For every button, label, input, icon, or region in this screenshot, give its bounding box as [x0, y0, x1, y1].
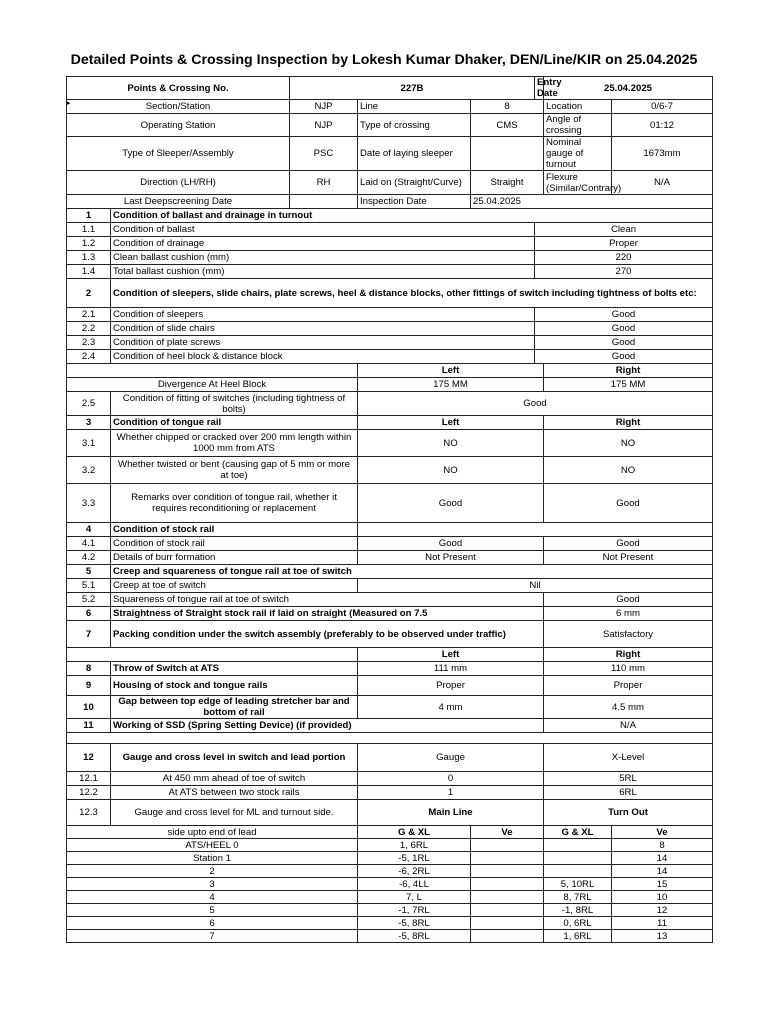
table-cell: Proper	[358, 676, 544, 696]
table-cell: -6, 4LL	[358, 878, 471, 891]
table-cell: -5, 8RL	[358, 930, 471, 943]
table-row	[67, 648, 713, 662]
table-cell: 9	[67, 676, 111, 696]
table-cell	[544, 852, 612, 865]
table-cell: Good	[535, 308, 713, 322]
table-row	[67, 137, 713, 171]
table-cell: Ve	[612, 826, 713, 839]
table-cell: Creep and squareness of tongue rail at toe of switch	[111, 565, 713, 579]
table-row	[67, 237, 713, 251]
table-cell: Gauge and cross level in switch and lead portion	[111, 744, 358, 772]
table-cell: N/A	[544, 719, 713, 733]
table-row	[67, 733, 713, 744]
table-row	[67, 786, 713, 800]
table-cell: Good	[358, 537, 544, 551]
table-cell: Condition of stock rail	[111, 537, 358, 551]
table-cell: Operating Station	[67, 114, 290, 137]
table-cell: Station 1	[67, 852, 358, 865]
table-cell: Condition of stock rail	[111, 523, 358, 537]
table-row	[67, 279, 713, 308]
table-cell: -1, 8RL	[544, 904, 612, 917]
table-cell	[471, 839, 544, 852]
table-cell: Section/Station	[67, 100, 290, 114]
table-cell: Condition of slide chairs	[111, 322, 535, 336]
table-cell: 5.1	[67, 579, 111, 593]
table-row	[67, 551, 713, 565]
table-cell: Flexure (Similar/Contrary)	[544, 171, 612, 195]
table-cell: At 450 mm ahead of toe of switch	[111, 772, 358, 786]
table-row	[67, 171, 713, 195]
table-cell: 12	[67, 744, 111, 772]
table-cell: 220	[535, 251, 713, 265]
table-cell: 8	[471, 100, 544, 114]
table-cell: 8	[67, 662, 111, 676]
table-cell: 4	[67, 891, 358, 904]
table-cell: Condition of sleepers	[111, 308, 535, 322]
table-row	[67, 223, 713, 237]
table-row	[67, 800, 713, 826]
table-row	[67, 457, 713, 484]
table-cell: Good	[358, 392, 713, 416]
table-cell: Condition of ballast and drainage in turnout	[111, 209, 713, 223]
table-row	[67, 322, 713, 336]
table-cell	[544, 865, 612, 878]
table-cell: Laid on (Straight/Curve)	[358, 171, 471, 195]
table-row	[67, 308, 713, 322]
table-cell: 8, 7RL	[544, 891, 612, 904]
table-row	[67, 904, 713, 917]
table-cell: Turn Out	[544, 800, 713, 826]
inspection-table-body	[67, 77, 713, 943]
table-cell	[471, 593, 544, 607]
table-row	[67, 350, 713, 364]
table-cell: 0/6-7	[612, 100, 713, 114]
table-cell: CMS	[471, 114, 544, 137]
table-cell: Condition of heel block & distance block	[111, 350, 535, 364]
table-cell: Good	[535, 336, 713, 350]
table-cell: 1, 6RL	[358, 839, 471, 852]
table-cell: Angle of crossing	[544, 114, 612, 137]
table-cell: Straightness of Straight stock rail if laid on straight (Measured on 7.5	[111, 607, 544, 621]
table-row	[67, 100, 713, 114]
table-cell: Proper	[544, 676, 713, 696]
table-cell: NJP	[290, 100, 358, 114]
table-cell: Proper	[535, 237, 713, 251]
table-cell: Right	[544, 648, 713, 662]
table-cell: Good	[544, 484, 713, 523]
table-cell: 4	[67, 523, 111, 537]
table-cell: Working of SSD (Spring Setting Device) (if provided)	[111, 719, 544, 733]
table-cell: Details of burr formation	[111, 551, 358, 565]
table-cell: Good	[544, 537, 713, 551]
table-row	[67, 878, 713, 891]
table-row	[67, 852, 713, 865]
table-cell: 227B	[290, 77, 535, 100]
table-cell: Condition of drainage	[111, 237, 535, 251]
table-row	[67, 891, 713, 904]
table-cell: Gap between top edge of leading stretcher bar and bottom of rail	[111, 696, 358, 719]
table-cell: Gauge	[358, 744, 544, 772]
table-row	[67, 826, 713, 839]
table-row	[67, 537, 713, 551]
table-cell: Location	[544, 100, 612, 114]
table-cell	[67, 648, 358, 662]
table-cell: Last Deepscreening Date	[67, 195, 290, 209]
table-cell: 11	[67, 719, 111, 733]
table-cell: 12	[612, 904, 713, 917]
table-cell: RH	[290, 171, 358, 195]
table-row	[67, 676, 713, 696]
table-cell: 2.3	[67, 336, 111, 350]
table-row	[67, 579, 713, 593]
table-cell: 6	[67, 607, 111, 621]
table-row	[67, 77, 713, 100]
table-cell: 2.1	[67, 308, 111, 322]
table-cell: Remarks over condition of tongue rail, whether it requires reconditioning or replacement	[111, 484, 358, 523]
table-row	[67, 696, 713, 719]
table-cell: Straight	[471, 171, 544, 195]
table-cell: NO	[544, 457, 713, 484]
table-row	[67, 195, 713, 209]
table-cell: 4.1	[67, 537, 111, 551]
table-cell: 3	[67, 878, 358, 891]
table-cell: 25.04.2025	[471, 195, 713, 209]
table-cell: Divergence At Heel Block	[67, 378, 358, 392]
table-cell: 3	[67, 416, 111, 430]
table-cell: 3.1	[67, 430, 111, 457]
table-cell	[471, 852, 544, 865]
table-cell: Type of Sleeper/Assembly	[67, 137, 290, 171]
table-cell: 25.04.2025	[544, 77, 713, 100]
table-cell: NO	[358, 457, 544, 484]
table-row	[67, 251, 713, 265]
table-cell: Line	[358, 100, 471, 114]
table-row	[67, 607, 713, 621]
table-cell: 2	[67, 279, 111, 308]
table-row	[67, 392, 713, 416]
table-cell: Points & Crossing No.	[67, 77, 290, 100]
table-cell: 1.4	[67, 265, 111, 279]
table-cell: Nominal gauge of turnout	[544, 137, 612, 171]
table-cell: 4 mm	[358, 696, 544, 719]
table-row	[67, 744, 713, 772]
table-cell: Condition of tongue rail	[111, 416, 358, 430]
table-cell: Not Present	[358, 551, 544, 565]
table-row	[67, 430, 713, 457]
table-cell: Condition of sleepers, slide chairs, plate screws, heel & distance blocks, other fittings of switch including tightness of bolts etc:	[111, 279, 713, 308]
table-row	[67, 265, 713, 279]
table-cell: 12.1	[67, 772, 111, 786]
table-cell: Whether twisted or bent (causing gap of 5 mm or more at toe)	[111, 457, 358, 484]
table-cell: Squareness of tongue rail at toe of switch	[111, 593, 471, 607]
table-cell: 1673mm	[612, 137, 713, 171]
table-cell: 5.2	[67, 593, 111, 607]
table-cell: NJP	[290, 114, 358, 137]
table-cell: 111 mm	[358, 662, 544, 676]
table-cell: Right	[544, 416, 713, 430]
table-cell: 15	[612, 878, 713, 891]
table-cell: 10	[612, 891, 713, 904]
table-cell: G & XL	[544, 826, 612, 839]
table-cell: X-Level	[544, 744, 713, 772]
table-cell: 270	[535, 265, 713, 279]
table-cell: Inspection Date	[358, 195, 471, 209]
table-cell: 2	[67, 865, 358, 878]
table-cell: 10	[67, 696, 111, 719]
table-cell: 110 mm	[544, 662, 713, 676]
table-row	[67, 523, 713, 537]
table-cell: Good	[544, 593, 713, 607]
table-cell: Main Line	[358, 800, 544, 826]
table-cell: Gauge and cross level for ML and turnout side.	[111, 800, 358, 826]
table-cell: G & XL	[358, 826, 471, 839]
table-cell: NO	[544, 430, 713, 457]
table-cell: Nil	[358, 579, 713, 593]
table-cell: Good	[358, 484, 544, 523]
table-cell: 2.5	[67, 392, 111, 416]
table-row	[67, 621, 713, 648]
table-cell: Date of laying sleeper	[358, 137, 471, 171]
table-cell: Condition of ballast	[111, 223, 535, 237]
table-cell: -6, 2RL	[358, 865, 471, 878]
table-cell: At ATS between two stock rails	[111, 786, 358, 800]
table-cell: NO	[358, 430, 544, 457]
table-cell: 11	[612, 917, 713, 930]
table-cell: 1, 6RL	[544, 930, 612, 943]
table-cell: Type of crossing	[358, 114, 471, 137]
table-cell: 6	[67, 917, 358, 930]
table-row	[67, 209, 713, 223]
table-cell: 4.5 mm	[544, 696, 713, 719]
table-cell	[471, 904, 544, 917]
table-cell: 5	[67, 565, 111, 579]
table-cell: 6 mm	[544, 607, 713, 621]
table-cell: Good	[535, 350, 713, 364]
table-cell: 0	[358, 772, 544, 786]
table-row	[67, 364, 713, 378]
table-cell: 5RL	[544, 772, 713, 786]
table-cell: -5, 8RL	[358, 917, 471, 930]
table-cell: PSC	[290, 137, 358, 171]
table-cell: Creep at toe of switch	[111, 579, 358, 593]
table-cell: 12.2	[67, 786, 111, 800]
table-cell: 7	[67, 621, 111, 648]
table-cell: Housing of stock and tongue rails	[111, 676, 358, 696]
table-cell: Throw of Switch at ATS	[111, 662, 358, 676]
table-row	[67, 930, 713, 943]
table-cell: 6RL	[544, 786, 713, 800]
table-row	[67, 917, 713, 930]
table-cell: 5, 10RL	[544, 878, 612, 891]
table-cell: 1.3	[67, 251, 111, 265]
table-cell: Satisfactory	[544, 621, 713, 648]
table-cell: 7, L	[358, 891, 471, 904]
table-cell: Left	[358, 364, 544, 378]
table-cell: Right	[544, 364, 713, 378]
table-cell: -1, 7RL	[358, 904, 471, 917]
table-cell: 175 MM	[544, 378, 713, 392]
table-cell: Clean ballast cushion (mm)	[111, 251, 535, 265]
table-cell: Left	[358, 648, 544, 662]
table-cell: 1.2	[67, 237, 111, 251]
table-cell: Direction (LH/RH)	[67, 171, 290, 195]
table-cell: Good	[535, 322, 713, 336]
table-cell	[471, 137, 544, 171]
table-cell: 14	[612, 865, 713, 878]
table-cell: Clean	[535, 223, 713, 237]
table-row	[67, 772, 713, 786]
table-row	[67, 865, 713, 878]
table-row	[67, 839, 713, 852]
table-cell: side upto end of lead	[67, 826, 358, 839]
table-cell: Ve	[471, 826, 544, 839]
table-row	[67, 416, 713, 430]
table-cell: ATS/HEEL 0	[67, 839, 358, 852]
table-row	[67, 378, 713, 392]
table-cell: 1	[67, 209, 111, 223]
table-cell: N/A	[612, 171, 713, 195]
table-cell	[290, 195, 358, 209]
table-cell: -5, 1RL	[358, 852, 471, 865]
table-cell: 12.3	[67, 800, 111, 826]
table-cell: 175 MM	[358, 378, 544, 392]
table-cell: 3.3	[67, 484, 111, 523]
table-cell: 14	[612, 852, 713, 865]
table-cell: 01:12	[612, 114, 713, 137]
table-cell: 7	[67, 930, 358, 943]
table-row	[67, 719, 713, 733]
table-row	[67, 114, 713, 137]
table-cell: 4.2	[67, 551, 111, 565]
table-cell: Entry Date	[535, 77, 544, 100]
table-cell	[471, 865, 544, 878]
document-title: Detailed Points & Crossing Inspection by Lokesh Kumar Dhaker, DEN/Line/KIR on 25.04.2025	[70, 52, 698, 68]
table-cell: Not Present	[544, 551, 713, 565]
table-cell	[471, 930, 544, 943]
table-cell: Left	[358, 416, 544, 430]
table-cell	[471, 878, 544, 891]
table-cell	[471, 891, 544, 904]
table-cell: Whether chipped or cracked over 200 mm length within 1000 mm from ATS	[111, 430, 358, 457]
table-cell: 8	[612, 839, 713, 852]
table-cell: 2.4	[67, 350, 111, 364]
table-cell	[67, 364, 358, 378]
table-row	[67, 593, 713, 607]
table-cell: Packing condition under the switch assembly (preferably to be observed under traffic)	[111, 621, 544, 648]
inspection-table	[66, 76, 713, 943]
table-cell: Total ballast cushion (mm)	[111, 265, 535, 279]
table-cell: 5	[67, 904, 358, 917]
table-cell: Condition of fitting of switches (including tightness of bolts)	[111, 392, 358, 416]
table-cell	[471, 917, 544, 930]
table-cell: 2.2	[67, 322, 111, 336]
table-row	[67, 565, 713, 579]
table-row	[67, 336, 713, 350]
table-cell: 3.2	[67, 457, 111, 484]
table-cell: 0, 6RL	[544, 917, 612, 930]
table-cell	[67, 733, 713, 744]
table-row	[67, 484, 713, 523]
table-cell	[358, 523, 713, 537]
table-cell	[544, 839, 612, 852]
table-row	[67, 662, 713, 676]
row-marker-icon: ▸	[67, 100, 71, 107]
table-cell: 1.1	[67, 223, 111, 237]
table-cell: 13	[612, 930, 713, 943]
table-cell: Condition of plate screws	[111, 336, 535, 350]
table-cell: 1	[358, 786, 544, 800]
